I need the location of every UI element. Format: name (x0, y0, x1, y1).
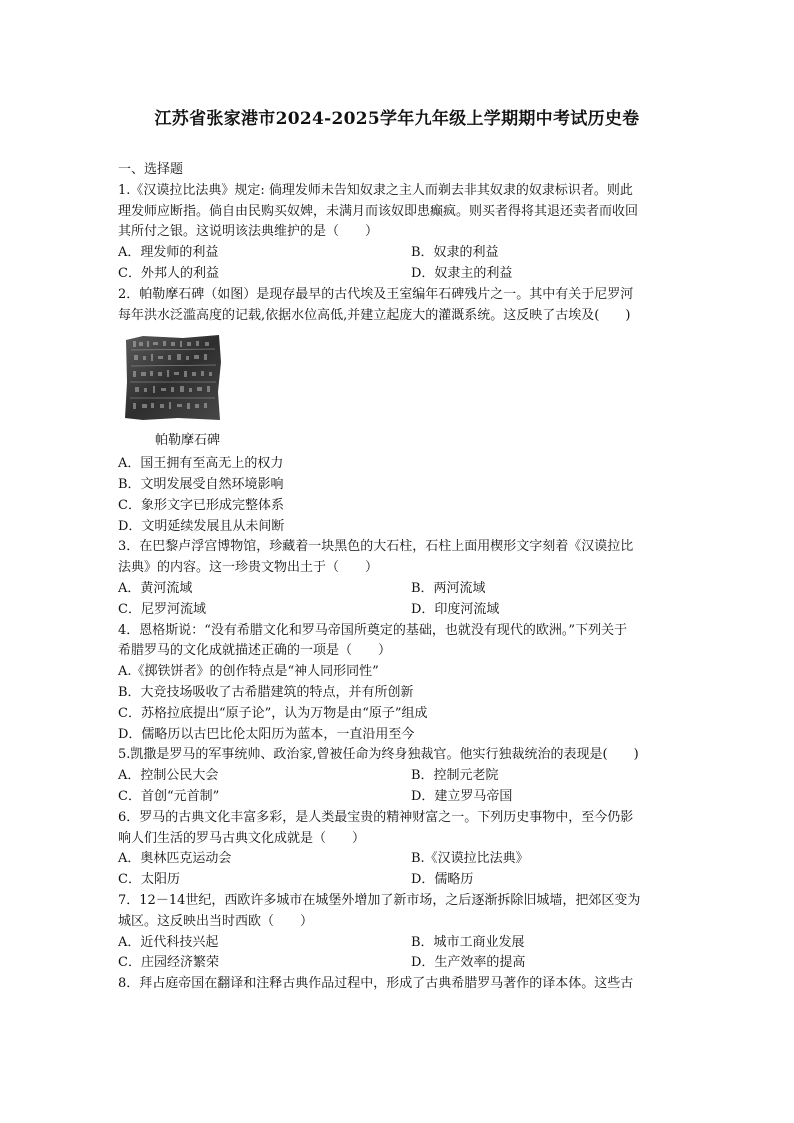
question-text: 8．拜占庭帝国在翻译和注释古典作品过程中，形成了古典希腊罗马著作的译本体。这些古 (118, 976, 634, 992)
section-heading: 一、选择题 (118, 162, 184, 177)
question-text: 1.《汉谟拉比法典》规定: 倘理发师未告知奴隶之主人而剃去非其奴隶的奴隶标识者。则此 (118, 182, 633, 198)
question-text: 3．在巴黎卢浮宫博物馆，珍藏着一块黑色的大石柱，石柱上面用楔形文字刻着《汉谟拉比 (118, 539, 634, 555)
question-text: 2．帕勒摩石碑（如图）是现存最早的古代埃及王室编年石碑残片之一。其中有关于尼罗河 (118, 286, 634, 302)
question-text: 希腊罗马的文化成就描述正确的一项是（ ） (118, 643, 392, 659)
option-a[interactable]: A．控制公民大会 (118, 768, 219, 784)
option-row (118, 870, 678, 891)
option-b[interactable]: B．奴隶的利益 (411, 245, 499, 261)
question-text: 理发师应断指。倘自由民购买奴婢，未满月而该奴即患癫疯。则买者得将其退还卖者而收回 (118, 203, 639, 219)
exam-title: 江苏省张家港市2024-2025学年九年级上学期期中考试历史卷 (154, 109, 640, 129)
question-1 (118, 181, 678, 285)
option-row (118, 953, 678, 974)
question-text: 4．恩格斯说：“没有希腊文化和罗马帝国所奠定的基础，也就没有现代的欧洲。”下列关于 (118, 622, 628, 638)
option-row (118, 766, 678, 787)
option-row (118, 933, 678, 954)
figure-caption: 帕勒摩石碑 (155, 433, 221, 449)
option-row (118, 600, 678, 621)
option-c[interactable]: C．苏格拉底提出“原子论”，认为万物是由“原子”组成 (118, 705, 428, 721)
question-3 (118, 537, 678, 620)
option-d[interactable]: D．儒略历以古巴比伦太阳历为蓝本，一直沿用至今 (118, 726, 415, 742)
option-a[interactable]: A．近代科技兴起 (118, 934, 219, 950)
question-text: 5.凯撒是罗马的军事统帅、政治家,曾被任命为终身独裁官。他实行独裁统治的表现是( ) (118, 747, 639, 763)
option-row (118, 849, 678, 870)
option-b[interactable]: B．两河流域 (411, 580, 486, 596)
question-text: 6．罗马的古典文化丰富多彩，是人类最宝贵的精神财富之一。下列历史事物中，至今仍影 (118, 809, 634, 825)
option-d[interactable]: D．印度河流域 (411, 601, 500, 617)
question-8 (118, 974, 678, 995)
option-row (118, 264, 678, 285)
question-list (118, 160, 678, 995)
palermo-stone-figure (123, 332, 233, 450)
question-5 (118, 745, 678, 807)
option-d[interactable]: D．生产效率的提高 (411, 955, 526, 971)
option-d[interactable]: D．儒略历 (411, 872, 474, 888)
option-b[interactable]: B．城市工商业发展 (411, 934, 525, 950)
palermo-stone-image (123, 332, 223, 422)
question-text: 响人们生活的罗马古典文化成就是（ ） (118, 830, 366, 846)
question-4 (118, 621, 678, 746)
question-text: 法典》的内容。这一珍贵文物出土于（ ） (118, 560, 379, 576)
option-row (118, 243, 678, 264)
option-row (118, 787, 678, 808)
question-text: 城区。这反映出当时西欧（ ） (118, 913, 314, 929)
option-b[interactable]: B．控制元老院 (411, 768, 499, 784)
option-b[interactable]: B.《汉谟拉比法典》 (411, 851, 529, 867)
question-text: 每年洪水泛滥高度的记载,依据水位高低,并建立起庞大的灌溉系统。这反映了古埃及( ) (118, 307, 631, 323)
question-6 (118, 808, 678, 891)
option-d[interactable]: D．文明延续发展且从未间断 (118, 518, 285, 534)
option-b[interactable]: B．文明发展受自然环境影响 (118, 476, 284, 492)
option-c[interactable]: C．太阳历 (118, 872, 180, 888)
option-a[interactable]: A.《掷铁饼者》的创作特点是“神人同形同性” (118, 664, 379, 680)
option-c[interactable]: C．庄园经济繁荣 (118, 955, 219, 971)
option-a[interactable]: A．理发师的利益 (118, 245, 219, 261)
question-7 (118, 891, 678, 974)
question-2 (118, 285, 678, 538)
option-c[interactable]: C．象形文字已形成完整体系 (118, 497, 284, 513)
option-a[interactable]: A．黄河流域 (118, 580, 193, 596)
option-b[interactable]: B．大竞技场吸收了古希腊建筑的特点，并有所创新 (118, 684, 414, 700)
option-c[interactable]: C．尼罗河流域 (118, 601, 206, 617)
option-a[interactable]: A．国王拥有至高无上的权力 (118, 456, 284, 472)
option-d[interactable]: D．建立罗马帝国 (411, 788, 513, 804)
option-d[interactable]: D．奴隶主的利益 (411, 265, 513, 281)
option-row (118, 579, 678, 600)
option-c[interactable]: C．外邦人的利益 (118, 265, 219, 281)
option-c[interactable]: C．首创“元首制” (118, 788, 220, 804)
question-text: 7．12－14世纪，西欧许多城市在城堡外增加了新市场，之后逐渐拆除旧城墙，把郊区变为 (118, 892, 641, 908)
option-a[interactable]: A．奥林匹克运动会 (118, 851, 232, 867)
question-text: 其所付之银。这说明该法典维护的是（ ） (118, 224, 379, 240)
